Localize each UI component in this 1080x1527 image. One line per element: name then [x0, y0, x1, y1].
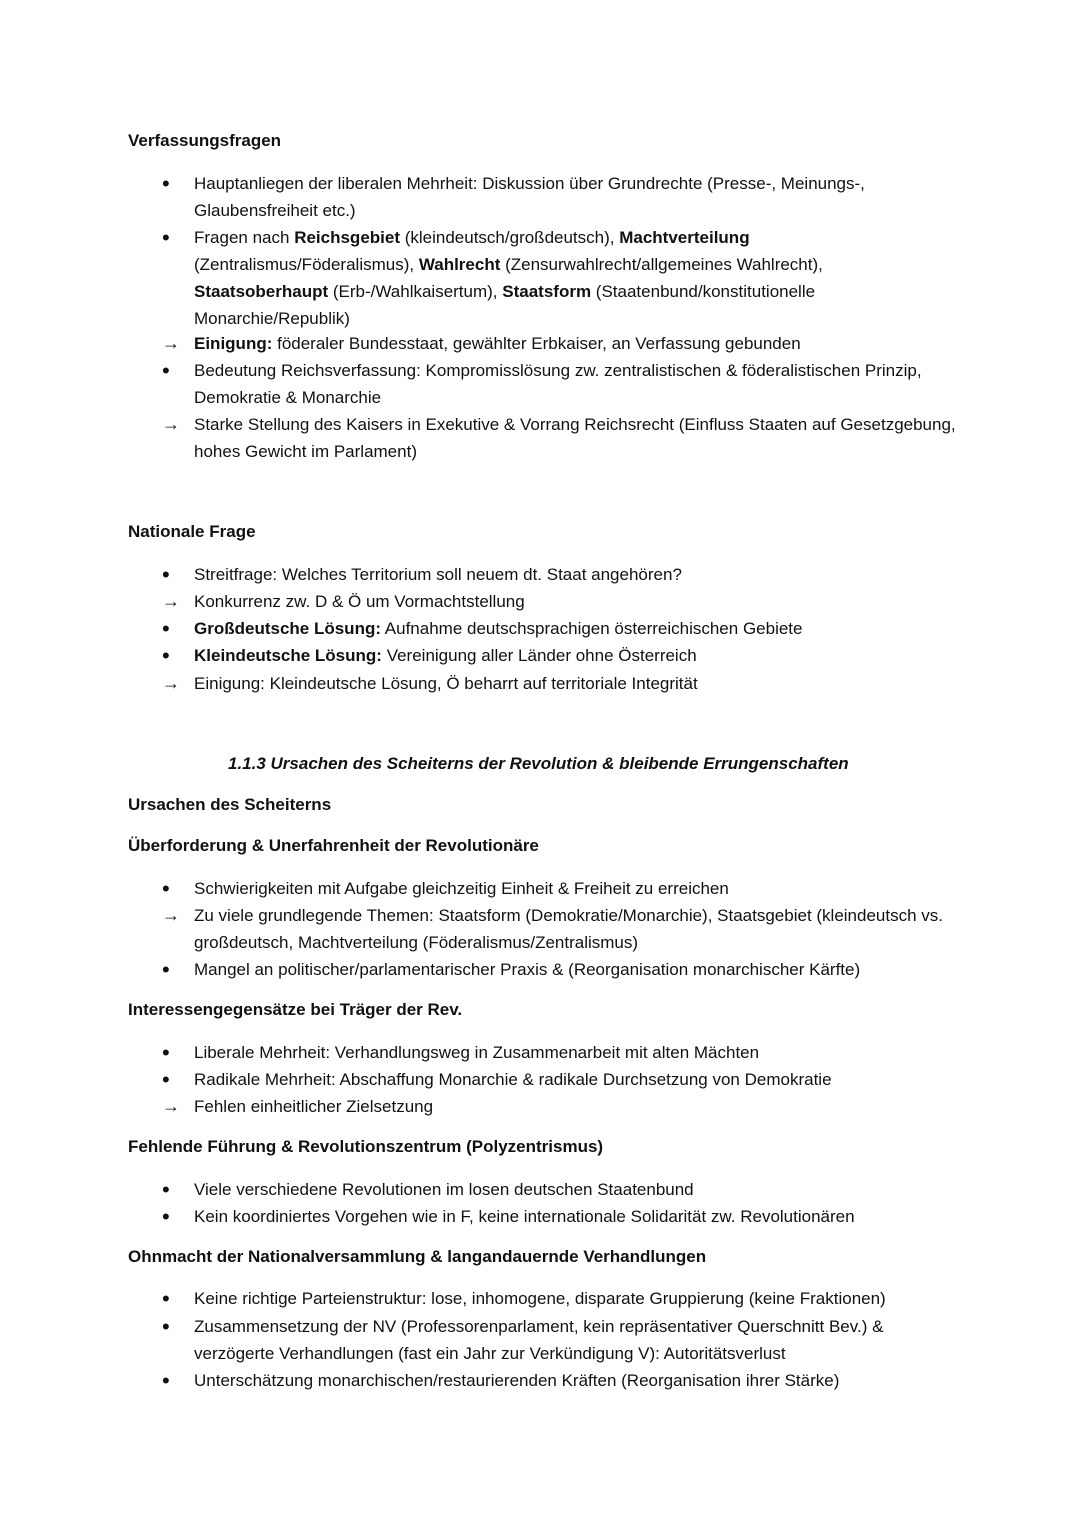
text-run: Kein koordiniertes Vorgehen wie in F, keine internationale Solidarität zw. Revolutionären	[194, 1207, 855, 1226]
list-item	[160, 1066, 960, 1093]
text-run: Konkurrenz zw. D & Ö um Vormachtstellung	[194, 592, 525, 611]
subsection-heading: Fehlende Führung & Revolutionszentrum (Polyzentrismus)	[128, 1137, 604, 1156]
subsection-heading: Überforderung & Unerfahrenheit der Revolutionäre	[128, 836, 539, 855]
text-run: (Zensurwahlrecht/allgemeines Wahlrecht),	[500, 255, 823, 274]
list-item-text	[194, 357, 960, 411]
list-item-text	[194, 642, 960, 669]
text-run: Aufnahme deutschsprachigen österreichischen Gebiete	[381, 619, 803, 638]
list-item	[160, 1203, 960, 1230]
section-heading-nationale-frage: Nationale Frage	[128, 522, 256, 541]
text-run: Hauptanliegen der liberalen Mehrheit: Diskussion über Grundrechte (Presse-, Meinungs-, Glaubensfreiheit etc.)	[194, 174, 865, 220]
list-item-text	[194, 615, 960, 642]
text-run: Radikale Mehrheit: Abschaffung Monarchie & radikale Durchsetzung von Demokratie	[194, 1070, 832, 1089]
text-run: Fragen nach	[194, 228, 295, 247]
list-item	[160, 875, 960, 902]
list-item	[160, 1039, 960, 1066]
bold-term: Machtverteilung	[619, 228, 750, 247]
arrow-icon: →	[162, 414, 180, 434]
text-run: (Staatenbund/konstitutionelle Monarchie/Republik)	[194, 282, 816, 328]
bullet-icon: •	[162, 171, 170, 196]
list-item	[160, 357, 960, 411]
list-item	[160, 170, 960, 224]
list-item-text	[194, 902, 960, 956]
bold-term: Großdeutsche Lösung:	[194, 619, 381, 638]
list-item-text	[194, 224, 960, 332]
list-item-text	[194, 875, 960, 902]
bullet-icon: •	[162, 1067, 170, 1092]
list-item-text	[194, 1367, 960, 1394]
text-run: Streitfrage: Welches Territorium soll neuem dt. Staat angehören?	[194, 565, 682, 584]
list-item-text	[194, 1066, 960, 1093]
bold-term: Wahlrecht	[418, 255, 501, 274]
list-item	[160, 642, 960, 669]
text-run: Schwierigkeiten mit Aufgabe gleichzeitig Einheit & Freiheit zu erreichen	[194, 879, 729, 898]
text-run: Zusammensetzung der NV (Professorenparlament, kein repräsentativer Querschnitt Bev.) & verzögerte Verhandlungen (fast ein Jahr zur Verkündigung V): Autoritätsverlust	[194, 1317, 884, 1363]
list-item	[160, 1285, 960, 1312]
list-item	[160, 670, 960, 697]
list-item-text	[194, 1039, 960, 1066]
arrow-icon: →	[162, 673, 180, 693]
list-item	[160, 411, 960, 465]
list-item	[160, 588, 960, 615]
text-run: (kleindeutsch/großdeutsch),	[400, 228, 620, 247]
subsection-heading: Interessengegensätze bei Träger der Rev.	[128, 1000, 463, 1019]
bullet-icon: •	[162, 616, 170, 641]
bullet-icon: •	[162, 643, 170, 668]
bullet-icon: •	[162, 1204, 170, 1229]
bullet-icon: •	[162, 562, 170, 587]
section-heading-verfassungsfragen: Verfassungsfragen	[128, 131, 282, 150]
arrow-icon: →	[162, 1096, 180, 1116]
bullet-icon: •	[162, 876, 170, 901]
list-item	[160, 615, 960, 642]
subheading-ursachen: Ursachen des Scheiterns	[128, 795, 332, 814]
text-run: Bedeutung Reichsverfassung: Kompromisslösung zw. zentralistischen & föderalistischen Prinzip, Demokratie & Monarchie	[194, 361, 922, 407]
chapter-title: 1.1.3 Ursachen des Scheiterns der Revolution & bleibende Errungenschaften	[228, 754, 849, 773]
list-item-text	[194, 330, 960, 357]
bold-term: Reichsgebiet	[294, 228, 400, 247]
bullet-icon: •	[162, 1368, 170, 1393]
text-run: Unterschätzung monarchischen/restaurierenden Kräften (Reorganisation ihrer Stärke)	[194, 1371, 840, 1390]
list-item	[160, 1367, 960, 1394]
text-run: Liberale Mehrheit: Verhandlungsweg in Zusammenarbeit mit alten Mächten	[194, 1043, 760, 1062]
bullet-icon: •	[162, 957, 170, 982]
text-run: Starke Stellung des Kaisers in Exekutive & Vorrang Reichsrecht (Einfluss Staaten auf Gesetzgebung, hohes Gewicht im Parlament)	[194, 415, 956, 461]
text-run: Mangel an politischer/parlamentarischer Praxis & (Reorganisation monarchischer Kärfte)	[194, 960, 861, 979]
text-run: (Erb-/Wahlkaisertum),	[328, 282, 503, 301]
list-item	[160, 1313, 960, 1367]
list-item-text	[194, 1093, 960, 1120]
list-item	[160, 330, 960, 357]
list-item-text	[194, 1176, 960, 1203]
list-item	[160, 956, 960, 983]
text-run: föderaler Bundesstaat, gewählter Erbkaiser, an Verfassung gebunden	[272, 334, 801, 353]
text-run: Zu viele grundlegende Themen: Staatsform (Demokratie/Monarchie), Staatsgebiet (kleindeutsch vs. großdeutsch, Machtverteilung (Föderalismus/Zentralismus)	[194, 906, 944, 952]
bullet-icon: •	[162, 1314, 170, 1339]
list-item-text	[194, 561, 960, 588]
bullet-icon: •	[162, 358, 170, 383]
list-item-text	[194, 1313, 960, 1367]
list-item	[160, 1176, 960, 1203]
text-run: Einigung: Kleindeutsche Lösung, Ö beharrt auf territoriale Integrität	[194, 674, 698, 693]
list-item	[160, 902, 960, 956]
bullet-icon: •	[162, 1286, 170, 1311]
list-item-text	[194, 956, 960, 983]
text-run: Vereinigung aller Länder ohne Österreich	[381, 646, 697, 665]
bullet-icon: •	[162, 225, 170, 250]
list-item-text	[194, 411, 960, 465]
text-run: Keine richtige Parteienstruktur: lose, inhomogene, disparate Gruppierung (keine Fraktionen)	[194, 1289, 886, 1308]
text-run: (Zentralismus/Föderalismus),	[194, 255, 419, 274]
list-item	[160, 224, 960, 332]
list-item-text	[194, 170, 960, 224]
arrow-icon: →	[162, 591, 180, 611]
list-item-text	[194, 588, 960, 615]
list-item	[160, 561, 960, 588]
bold-term: Einigung:	[194, 334, 273, 353]
list-item-text	[194, 1203, 960, 1230]
text-run: Fehlen einheitlicher Zielsetzung	[194, 1097, 434, 1116]
list-item-text	[194, 1285, 960, 1312]
bullet-icon: •	[162, 1040, 170, 1065]
bold-term: Kleindeutsche Lösung:	[194, 646, 382, 665]
arrow-icon: →	[162, 905, 180, 925]
bullet-icon: •	[162, 1177, 170, 1202]
arrow-icon: →	[162, 333, 180, 353]
list-item	[160, 1093, 960, 1120]
bold-term: Staatsoberhaupt	[194, 282, 329, 301]
subsection-heading: Ohnmacht der Nationalversammlung & langandauernde Verhandlungen	[128, 1247, 707, 1266]
text-run: Viele verschiedene Revolutionen im losen deutschen Staatenbund	[194, 1180, 694, 1199]
bold-term: Staatsform	[502, 282, 592, 301]
list-item-text	[194, 670, 960, 697]
